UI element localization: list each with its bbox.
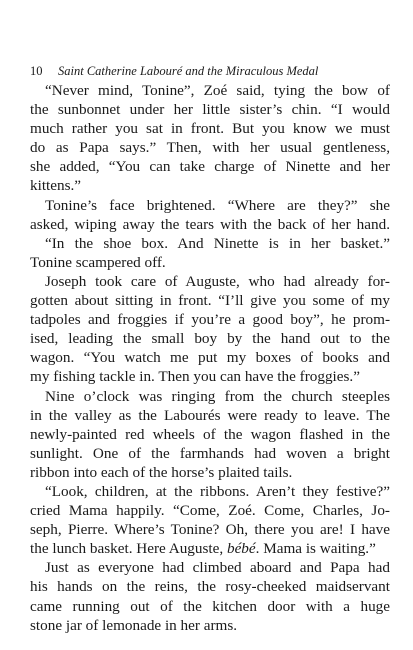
text-line: much rather you sat in front. But you know we must (30, 120, 390, 138)
running-title: Saint Catherine Labouré and the Miraculous Medal (58, 64, 319, 78)
text-line: gotten about sitting in front. “I’ll give you some of my (30, 292, 390, 310)
body-text (30, 81, 390, 635)
text-line: “Never mind, Tonine”, Zoé said, tying the bow of (45, 82, 390, 99)
text-line: Nine o’clock was ringing from the church steeples (45, 387, 390, 405)
text-line: Tonine’s face brightened. “Where are they?” she (45, 196, 390, 214)
text-line: ised, leading the small boy by the hand out to the (30, 330, 390, 348)
text-line: Joseph took care of Auguste, who had already for- (45, 272, 390, 290)
text-line: wagon. “You watch me put my boxes of books and (30, 349, 390, 367)
text-line: my fishing tackle in. Then you can have the froggies.” (30, 368, 360, 386)
text-line: do as Papa says.” Then, with her usual gentleness, (30, 139, 390, 157)
text-line: Tonine scampered off. (30, 253, 166, 271)
text-line: ribbon into each of the horse’s plaited tails. (30, 463, 293, 481)
text-line: the lunch basket. Here Auguste, bébé. Mama is waiting.” (30, 540, 376, 558)
text-line: seph, Pierre. Where’s Tonine? Oh, there you are! I have (30, 521, 390, 539)
text-line: newly-painted red wheels of the wagon flashed in the (30, 425, 390, 443)
running-header (30, 64, 390, 79)
text-line: in the valley as the Labourés were ready to leave. The (30, 406, 390, 424)
page-number: 10 (30, 64, 43, 78)
text-line: the sunbonnet under her little sister’s chin. “I would (30, 101, 390, 119)
text-line: tadpoles and froggies if you’re a good boy”, he prom- (30, 311, 390, 329)
text-line: cried Mama happily. “Come, Zoé. Come, Charles, Jo- (30, 502, 390, 520)
text-line: asked, wiping away the tears with the back of her hand. (30, 215, 390, 233)
text-line: his hands on the reins, the rosy-cheeked maidservant (30, 578, 390, 596)
text-line: kittens.” (30, 177, 82, 195)
text-line: “Look, children, at the ribbons. Aren’t they festive?” (45, 482, 390, 500)
text-line: Just as everyone had climbed aboard and Papa had (45, 559, 390, 577)
text-line: came running out of the kitchen door with a huge (30, 597, 390, 615)
text-line: stone jar of lemonade in her arms. (30, 616, 238, 634)
italic-word: bébé (226, 540, 256, 558)
text-line: she added, “You can take charge of Ninette and her (30, 158, 390, 176)
text-line: “In the shoe box. And Ninette is in her basket.” (45, 234, 390, 252)
text-line: sunlight. One of the farmhands had woven a bright (30, 444, 390, 462)
